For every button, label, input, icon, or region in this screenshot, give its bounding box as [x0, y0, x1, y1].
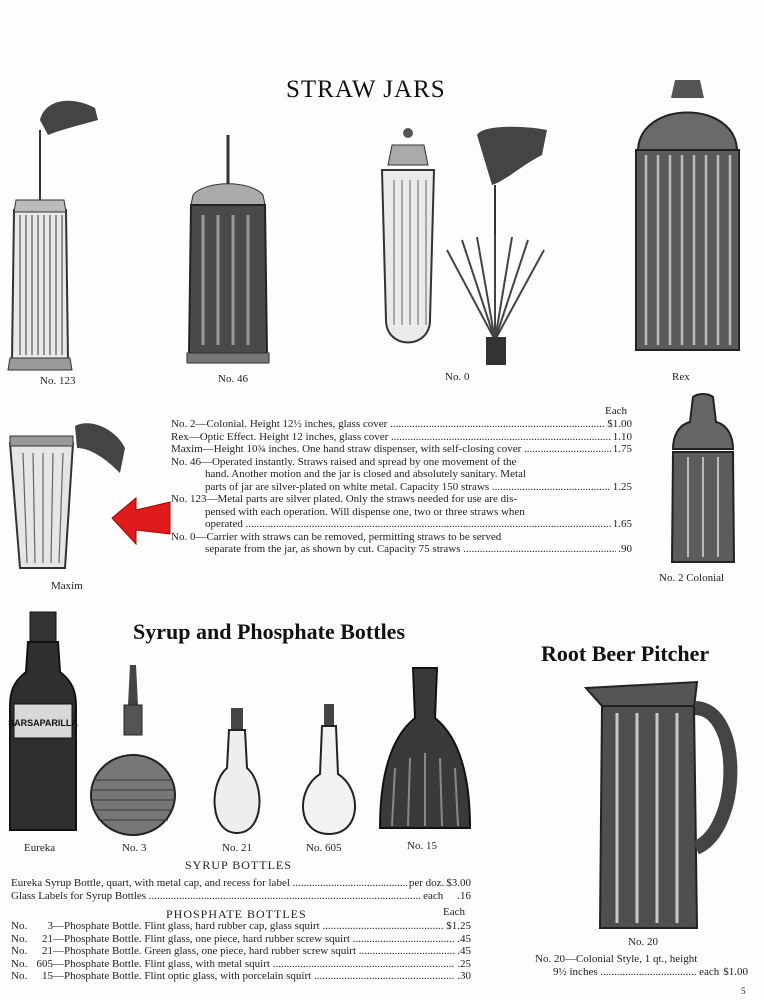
straw-jars-title: STRAW JARS: [286, 76, 446, 103]
caption-maxim: Maxim: [51, 580, 83, 592]
sarsaparilla-label-text: SARSAPARILLA: [8, 718, 78, 728]
caption-eureka: Eureka: [24, 842, 56, 854]
phosphate-row: No. 21 —Phosphate Bottle. Flint glass, one piece, hard rubber screw squirt ..... .45: [11, 933, 471, 946]
bottle-no-21-illustration: [207, 708, 267, 838]
phosphate-row: No. 605 —Phosphate Bottle. Flint glass, with metal squirt ..... .25: [11, 958, 471, 971]
price-row-maxim: Maxim—Height 10¾ inches. One hand straw dispenser, with self-closing cover ..... 1.75: [171, 443, 632, 456]
each-label: Each: [605, 405, 627, 417]
root-beer-pitcher-title: Root Beer Pitcher: [541, 641, 710, 666]
phosphate-row: No. 15 —Phosphate Bottle. Flint optic glass, with porcelain squirt ..... .30: [11, 970, 471, 983]
straw-jar-no-0-illustration: [372, 125, 552, 370]
straw-jar-rex-illustration: [630, 80, 745, 365]
caption-no-20: No. 20: [628, 936, 658, 948]
straw-jar-no-2-colonial-illustration: [668, 397, 738, 572]
straw-jar-price-list: [171, 418, 632, 556]
bottle-no-3-illustration: [88, 665, 178, 837]
caption-no-15: No. 15: [407, 840, 437, 852]
syrup-bottles-heading: SYRUP BOTTLES: [185, 858, 292, 872]
caption-no-0: No. 0: [445, 371, 470, 383]
phosphate-each-label: Each: [443, 906, 465, 918]
caption-rex: Rex: [672, 371, 690, 383]
price-row-no-123: No. 123—Metal parts are silver plated. Only the straws needed for use are dis- pensed with each operation. Will dispense one, two or three straws when operated ..... 1.65: [171, 493, 632, 531]
price-row-rex: Rex—Optic Effect. Height 12 inches, glass cover ..... 1.10: [171, 431, 632, 444]
syrup-row: Glass Labels for Syrup Bottles ..... each .16: [11, 890, 471, 903]
price-row-no-46: No. 46—Operated instantly. Straws raised and spread by one movement of the hand. Another motion and the jar is closed and absolutely sanitary. Metal parts of jar are silver-plated on white metal. Capacity 150 straws ..... 1.25: [171, 456, 632, 494]
red-arrow-icon: [112, 494, 172, 552]
phosphate-bottle-price-list: [11, 920, 471, 983]
caption-no-2-colonial: No. 2 Colonial: [659, 572, 725, 584]
phosphate-row: No. 21 —Phosphate Bottle. Green glass, one piece, hard rubber screw squirt ..... .45: [11, 945, 471, 958]
caption-no-123: No. 123: [40, 375, 76, 387]
price-row-no-0: No. 0—Carrier with straws can be removed, permitting straws to be served separate from the jar, as shown by cut. Capacity 75 straws ..... .90: [171, 531, 632, 556]
syrup-bottle-price-list: [11, 877, 471, 902]
caption-no-46: No. 46: [218, 373, 248, 385]
pitcher-price-row: 9½ inches ..... each $1.00: [553, 966, 748, 979]
phosphate-bottles-heading: PHOSPHATE BOTTLES: [166, 907, 307, 921]
caption-no-3: No. 3: [122, 842, 147, 854]
phosphate-row: No. 3 —Phosphate Bottle. Flint glass, hard rubber cap, glass squirt ..... $1.25: [11, 920, 471, 933]
root-beer-pitcher-illustration: [582, 678, 742, 933]
pitcher-description-line1: No. 20—Colonial Style, 1 qt., height: [535, 953, 698, 965]
bottle-no-605-illustration: [294, 704, 364, 838]
straw-jar-no-123-illustration: [0, 90, 110, 380]
caption-no-605: No. 605: [306, 842, 342, 854]
bottle-no-15-illustration: [380, 668, 470, 838]
syrup-row: Eureka Syrup Bottle, quart, with metal cap, and recess for label ..... per doz. $3.00: [11, 877, 471, 890]
bottle-eureka-illustration: [8, 612, 78, 837]
straw-jar-no-46-illustration: [185, 135, 275, 370]
caption-no-21: No. 21: [222, 842, 252, 854]
page-number: 5: [741, 986, 746, 996]
price-row-colonial: No. 2—Colonial. Height 12½ inches, glass cover ..... $1.00: [171, 418, 632, 431]
syrup-bottles-title: Syrup and Phosphate Bottles: [133, 619, 406, 644]
